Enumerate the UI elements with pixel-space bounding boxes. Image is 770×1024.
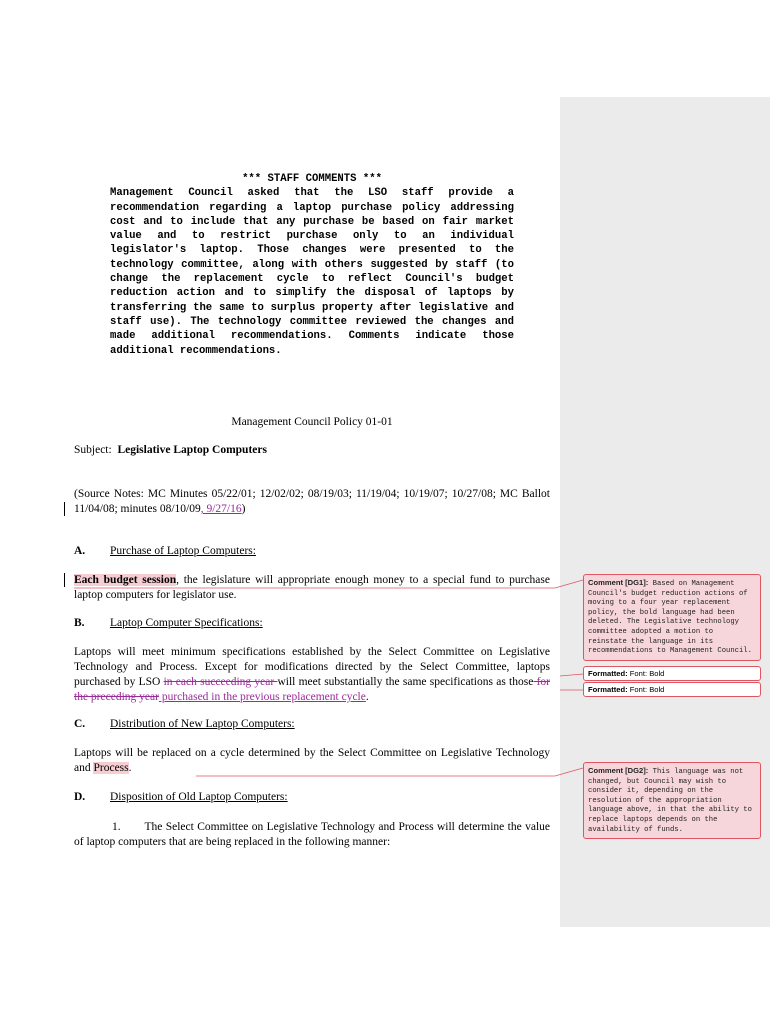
change-bar bbox=[64, 502, 65, 516]
section-b-deletion-1: in each succeeding year bbox=[163, 676, 278, 688]
section-a-bold-lead: Each budget session bbox=[74, 574, 177, 586]
comment-dg1-text: Based on Management Council's budget reduction actions of moving to a four year replacement policy, the bold language had been deleted. The Legislative technology committee adopted a motion to reinstate the language in its recommendations to Management Council. bbox=[588, 580, 752, 656]
formatted-note-1-label: Formatted: bbox=[588, 669, 628, 678]
comment-dg2-text: This language was not changed, but Council may wish to consider it, depending on the resolution of the appropriation language above, in that the ability to replace laptops depends on the availability of funds. bbox=[588, 768, 752, 834]
section-d-item-number: 1. bbox=[112, 821, 121, 833]
section-c-end: . bbox=[128, 762, 132, 774]
source-notes-text: (Source Notes: MC Minutes 05/22/01; 12/02/02; 08/19/03; 11/19/04; 10/19/07; 10/27/08; MC Ballot 11/04/08; minutes 08/10/09 bbox=[74, 488, 550, 515]
staff-comments-title: *** STAFF COMMENTS *** bbox=[242, 173, 382, 185]
section-d-item-1 bbox=[74, 820, 550, 850]
formatted-note-2-value: Font: Bold bbox=[629, 685, 665, 694]
section-b-paragraph bbox=[74, 645, 550, 705]
section-d-letter: D. bbox=[74, 791, 86, 803]
section-a-heading bbox=[74, 545, 256, 557]
comment-dg1[interactable] bbox=[583, 574, 761, 661]
section-b-insertion: purchased in the previous replacement cycle bbox=[158, 691, 366, 703]
comment-dg2-label: Comment [DG2]: bbox=[588, 766, 649, 775]
section-b-letter: B. bbox=[74, 617, 85, 629]
staff-comments-body: Management Council asked that the LSO staff provide a recommendation regarding a laptop purchase policy addressing cost and to include that any purchase be based on fair market value and to restrict purchase only to an individual legislator's laptop. Those changes were presented to the technology committee, along with others suggested by staff (to change the replacement cycle to reflect Council's budget reduction action and to simplify the disposal of laptops by transferring the same to surplus property after legislative and staff use). The technology committee reviewed the changes and made additional recommendations. Comments indicate those additional recommendations. bbox=[110, 187, 514, 357]
section-c-heading bbox=[74, 718, 295, 730]
formatted-note-1-value: Font: Bold bbox=[629, 669, 665, 678]
formatted-note-1[interactable] bbox=[583, 666, 761, 681]
subject-line bbox=[74, 443, 550, 458]
source-notes bbox=[74, 487, 550, 517]
section-b-deletion-2: for the preceding year bbox=[74, 676, 550, 703]
subject-value: Legislative Laptop Computers bbox=[117, 444, 267, 456]
policy-title: Management Council Policy 01-01 bbox=[231, 416, 393, 428]
section-c-paragraph bbox=[74, 746, 550, 776]
section-d-item-text: The Select Committee on Legislative Technology and Process will determine the value of laptop computers that are being replaced in the following manner: bbox=[74, 821, 551, 848]
comment-dg1-label: Comment [DG1]: bbox=[588, 578, 649, 587]
section-a-paragraph bbox=[74, 573, 550, 603]
section-b-heading bbox=[74, 617, 263, 629]
source-notes-close: ) bbox=[241, 503, 246, 515]
section-a-letter: A. bbox=[74, 545, 86, 557]
section-b-text-1: Laptops will meet minimum specifications established by the Select Committee on Legislative Technology and Process. Except for modifications directed by the Select Committee, laptops purchased by LSO bbox=[74, 646, 550, 688]
source-notes-insertion: , 9/27/16 bbox=[200, 503, 242, 515]
comment-dg2[interactable] bbox=[583, 762, 761, 839]
formatted-note-2-label: Formatted: bbox=[588, 685, 628, 694]
section-b-title: Laptop Computer Specifications: bbox=[110, 617, 263, 629]
section-d-title: Disposition of Old Laptop Computers: bbox=[110, 791, 288, 803]
section-c-letter: C. bbox=[74, 718, 86, 730]
section-d-heading bbox=[74, 791, 288, 803]
section-a-text: , the legislature will appropriate enough money to a special fund to purchase laptop computers for legislator use. bbox=[74, 574, 550, 601]
change-bar bbox=[64, 573, 65, 587]
subject-label: Subject: bbox=[74, 444, 112, 456]
staff-comments-block bbox=[110, 172, 514, 358]
section-b-text-2: will meet substantially the same specifications as those bbox=[277, 676, 534, 688]
formatted-note-2[interactable] bbox=[583, 682, 761, 697]
section-b-text-3: . bbox=[365, 691, 369, 703]
section-a-title: Purchase of Laptop Computers: bbox=[110, 545, 256, 557]
section-c-title: Distribution of New Laptop Computers: bbox=[110, 718, 295, 730]
section-c-highlight: Process bbox=[93, 762, 129, 774]
section-c-text: Laptops will be replaced on a cycle determined by the Select Committee on Legislative Technology and bbox=[74, 747, 550, 774]
